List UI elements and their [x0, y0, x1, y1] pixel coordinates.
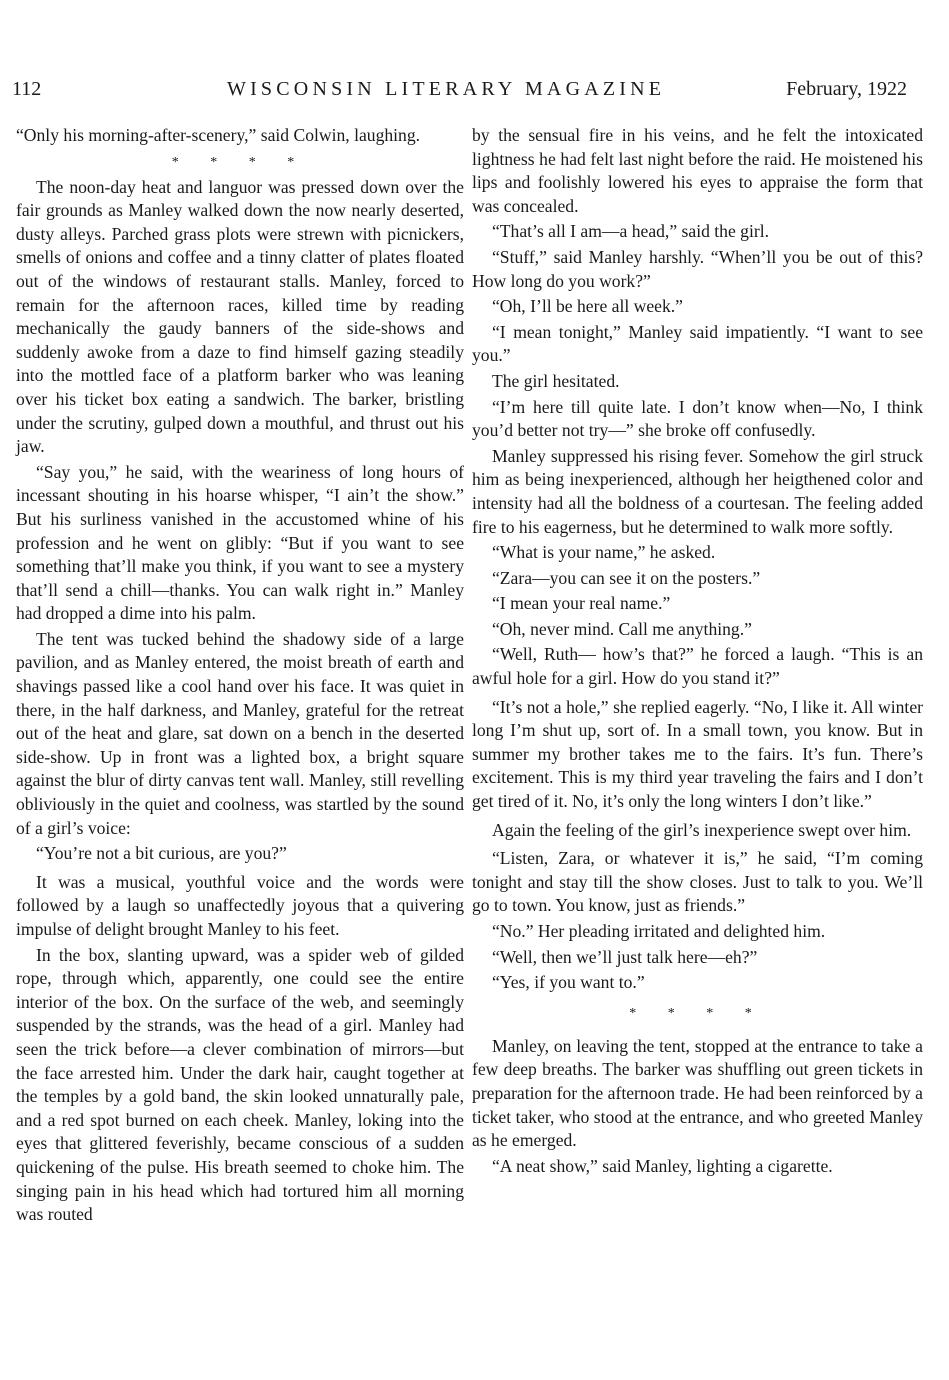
paragraph: “Well, then we’ll just talk here—eh?”: [492, 946, 758, 967]
paragraph: “A neat show,” said Manley, lighting a cigarette.: [492, 1155, 833, 1176]
paragraph: “What is your name,” he asked.: [492, 542, 716, 563]
paragraph: “I’m here till quite late. I don’t know when—No, I think you’d better not try—” she broke off confusedly.: [472, 396, 923, 441]
paragraph: It was a musical, youthful voice and the words were followed by a laugh so unaffectedly joyous that a quivering impulse of delight brought Manley to his feet.: [16, 871, 464, 939]
paragraph: “I mean tonight,” Manley said impatiently. “I want to see you.”: [472, 321, 923, 366]
paragraph: “No.” Her pleading irritated and delighted him.: [492, 921, 826, 941]
paragraph: “You’re not a bit curious, are you?”: [36, 843, 287, 864]
paragraph: by the sensual fire in his veins, and he felt the intoxicated lightness he had felt last night before the raid. He moistened his lips and foolishly lowered his eyes to appraise the form that was concealed.: [472, 125, 923, 216]
right-column: [472, 124, 923, 1180]
paragraph: The tent was tucked behind the shadowy side of a large pavilion, and as Manley entered, the moist breath of earth and shavings passed like a cool hand over his face. It was quiet in there, in the half darkness, and Manley, grateful for the retreat out of the heat and glare, sat down on a bench in the deserted side-show. Up in front was a lighted box, a bright square against the blur of dirty canvas tent wall. Manley, still revelling obliviously in the quiet and coolness, was startled by the sound of a girl’s voice:: [16, 628, 464, 838]
paragraph: “Yes, if you want to.”: [492, 972, 645, 993]
paragraph: “Stuff,” said Manley harshly. “When’ll you be out of this? How long do you work?”: [472, 246, 923, 291]
paragraph: The girl hesitated.: [492, 370, 620, 391]
paragraph: “Only his morning-after-scenery,” said Colwin, laughing.: [16, 125, 421, 145]
page-header: [12, 78, 907, 108]
paragraph: In the box, slanting upward, was a spider web of gilded rope, through which, apparently, one could see the entire interior of the box. On the surface of the web, and seemingly suspended by the strands, was the head of a girl. Manley had seen the trick before—a clever combination of mirrors—but the face arrested him. Under the dark hair, caught together at the temples by a gold band, the skin looked unnaturally pale, and a red spot burned on each cheek. Manley, loking into the eyes that glittered feverishly, became conscious of a sudden quickening of the pulse. His breath seemed to choke him. The singing pain in his head which had tortured him all morning was routed: [16, 944, 464, 1225]
left-column: [16, 124, 464, 1229]
paragraph: “Well, Ruth— how’s that?” he forced a laugh. “This is an awful hole for a girl. How do you stand it?”: [472, 644, 923, 689]
paragraph: “That’s all I am—a head,” said the girl.: [492, 221, 769, 242]
page-number: 112: [12, 78, 42, 100]
paragraph: “It’s not a hole,” she replied eagerly. “No, I like it. All winter long I’m shut up, sort of. In a small town, you know. But in summer my brother takes me to the fairs. It’s fun. There’s excitement. This is my third year traveling the fairs and I don’t get tired of it. No, it’s only the long winters I don’t like.”: [472, 696, 923, 812]
paragraph: Again the feeling of the girl’s inexperience swept over him.: [492, 819, 912, 840]
paragraph: “Listen, Zara, or whatever it is,” he said, “I’m coming tonight and stay till the show closes. Just to talk to you. We’ll go to town. You know, just as friends.”: [472, 848, 923, 916]
paragraph: “I mean your real name.”: [492, 593, 671, 614]
paragraph: “Oh, never mind. Call me anything.”: [492, 618, 752, 639]
paragraph: Manley suppressed his rising fever. Somehow the girl struck him as being inexperienced, although her heigthened color and intensity had all the boldness of a courtesan. The feeling added fire to his eagerness, but he determined to walk more softly.: [472, 445, 923, 537]
issue-date: February, 1922: [786, 78, 907, 100]
section-separator: * * * *: [171, 154, 309, 170]
paragraph: “Say you,” he said, with the weariness of long hours of incessant shouting in his hoarse whisper, “I ain’t the show.” But his surliness vanished in the accustomed whine of his profession and he went on glibly: “But if you want to see something that’ll make you think, if you want to see a mystery that’ll send a chill—thanks. You can walk right in.” Manley had dropped a dime into his palm.: [16, 461, 464, 624]
paragraph: The noon-day heat and languor was pressed down over the fair grounds as Manley walked down the now nearly deserted, dusty alleys. Parched grass plots were strewn with picnickers, smells of onions and coffee and a tinny clatter of plates floated out of the windows of restaurant stalls. Manley, forced to remain for the afternoon races, killed time by reading mechanically the gaudy banners of the side-shows and suddenly awoke from a daze to find himself gazing steadily into the mottled face of a platform barker who was leaning over his ticket box eating a sandwich. The barker, bristling under the scrutiny, gulped down a mouthful, and thrust out his jaw.: [16, 176, 464, 457]
paragraph: “Oh, I’ll be here all week.”: [492, 296, 683, 317]
paragraph: “Zara—you can see it on the posters.”: [492, 567, 761, 588]
section-separator: * * * *: [629, 1005, 766, 1021]
paragraph: Manley, on leaving the tent, stopped at the entrance to take a few deep breaths. The barker was shuffling out green tickets in preparation for the afternoon trade. He had been reinforced by a ticket taker, who stood at the entrance, and who greeted Manley as he emerged.: [472, 1035, 923, 1151]
magazine-title: WISCONSIN LITERARY MAGAZINE: [227, 78, 666, 100]
